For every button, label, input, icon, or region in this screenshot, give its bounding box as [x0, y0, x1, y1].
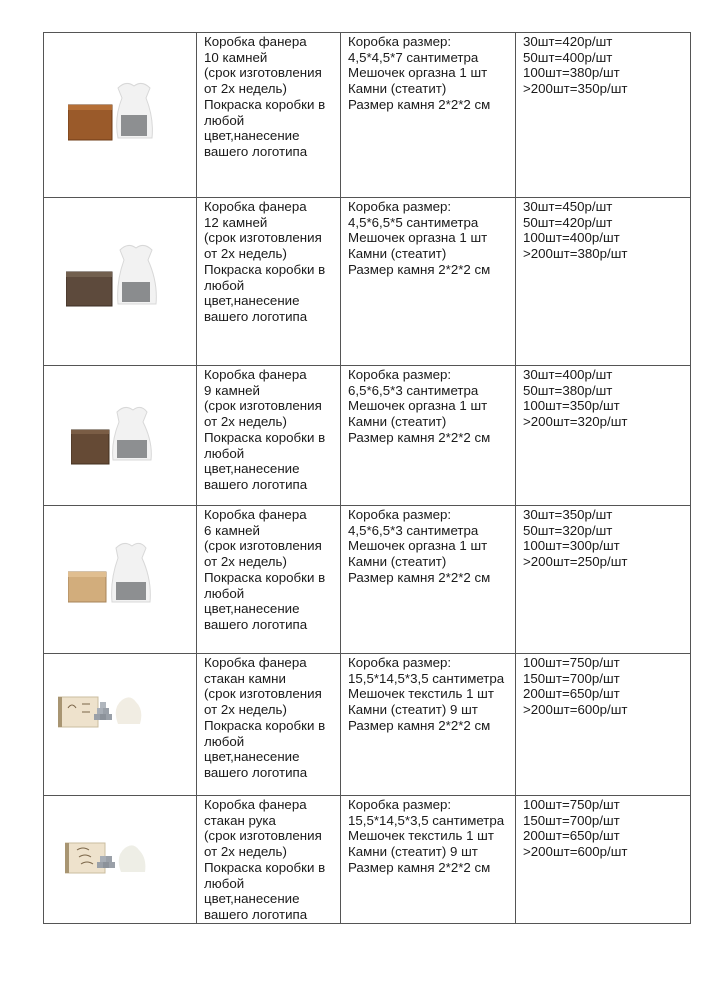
- spec-line: Камни (стеатит): [348, 554, 447, 570]
- price-cell: [516, 506, 691, 654]
- spec-line: 15,5*14,5*3,5 сантиметра: [348, 670, 505, 686]
- name-line: (срок изготовления: [204, 538, 322, 554]
- price-tier: 50шт=420р/шт: [523, 214, 613, 230]
- name-line: от 2х недель): [204, 554, 287, 570]
- price-tier: >200шт=320р/шт: [523, 414, 628, 430]
- name-line: любой: [204, 585, 245, 601]
- name-line: от 2х недель): [204, 844, 287, 860]
- name-line: Коробка фанера: [204, 367, 307, 382]
- price-tier: 200шт=650р/шт: [523, 686, 620, 702]
- price-cell: [516, 366, 691, 506]
- product-name-cell: [197, 506, 341, 654]
- name-line: 9 камней: [204, 382, 260, 398]
- price-tier: 30шт=400р/шт: [523, 367, 613, 382]
- price-tier: 100шт=350р/шт: [523, 398, 620, 414]
- name-line: вашего логотипа: [204, 308, 308, 324]
- table-row: [44, 506, 691, 654]
- product-image-cell: [44, 654, 197, 796]
- name-line: от 2х недель): [204, 246, 287, 262]
- table-row: [44, 198, 691, 366]
- product-image: [44, 796, 196, 923]
- name-line: вашего логотипа: [204, 616, 308, 632]
- spec-line: Размер камня 2*2*2 см: [348, 859, 491, 875]
- product-image: [44, 366, 196, 505]
- name-line: Покраска коробки в: [204, 261, 326, 277]
- name-line: цвет,нанесение: [204, 128, 300, 144]
- name-line: Покраска коробки в: [204, 429, 326, 445]
- product-image: [44, 33, 196, 197]
- spec-line: Размер камня 2*2*2 см: [348, 429, 491, 445]
- product-image: [44, 198, 196, 365]
- name-line: цвет,нанесение: [204, 601, 300, 617]
- table-row: [44, 654, 691, 796]
- name-line: вашего логотипа: [204, 143, 308, 159]
- spec-line: Мешочек оргазна 1 шт: [348, 65, 488, 81]
- price-tier: >200шт=250р/шт: [523, 554, 628, 570]
- dark-wooden-box-image: [66, 242, 161, 312]
- spec-line: Размер камня 2*2*2 см: [348, 569, 491, 585]
- price-tier: >200шт=350р/шт: [523, 81, 628, 97]
- spec-line: 4,5*6,5*3 сантиметра: [348, 522, 479, 538]
- name-line: Покраска коробки в: [204, 717, 326, 733]
- name-line: цвет,нанесение: [204, 891, 300, 907]
- product-image-cell: [44, 796, 197, 924]
- price-tier: >200шт=380р/шт: [523, 246, 628, 262]
- wooden-box-image: [68, 80, 158, 148]
- spec-line: Коробка размер:: [348, 367, 452, 382]
- spec-line: Коробка размер:: [348, 507, 452, 522]
- price-tier: 50шт=380р/шт: [523, 382, 613, 398]
- name-line: любой: [204, 875, 245, 891]
- name-line: 12 камней: [204, 214, 268, 230]
- product-image-cell: [44, 506, 197, 654]
- price-tier: >200шт=600р/шт: [523, 844, 628, 860]
- spec-line: 4,5*6,5*5 сантиметра: [348, 214, 479, 230]
- price-cell: [516, 33, 691, 198]
- price-tier: 30шт=350р/шт: [523, 507, 613, 522]
- name-line: Покраска коробки в: [204, 96, 326, 112]
- product-image: [44, 654, 196, 795]
- price-table: [43, 32, 691, 924]
- spec-line: 15,5*14,5*3,5 сантиметра: [348, 812, 505, 828]
- price-tier: >200шт=600р/шт: [523, 702, 628, 718]
- spec-line: Камни (стеатит): [348, 81, 447, 97]
- name-line: от 2х недель): [204, 702, 287, 718]
- product-image-cell: [44, 366, 197, 506]
- spec-line: Мешочек оргазна 1 шт: [348, 230, 488, 246]
- name-line: стакан рука: [204, 812, 276, 828]
- table-row: [44, 33, 691, 198]
- product-name-cell: [197, 33, 341, 198]
- price-tier: 100шт=400р/шт: [523, 230, 620, 246]
- product-image-cell: [44, 33, 197, 198]
- spec-line: Камни (стеатит): [348, 246, 447, 262]
- name-line: цвет,нанесение: [204, 293, 300, 309]
- price-tier: 200шт=650р/шт: [523, 828, 620, 844]
- name-line: от 2х недель): [204, 414, 287, 430]
- name-line: от 2х недель): [204, 81, 287, 97]
- name-line: вашего логотипа: [204, 476, 308, 492]
- name-line: Коробка фанера: [204, 655, 307, 670]
- price-tier: 30шт=450р/шт: [523, 199, 613, 214]
- spec-line: Коробка размер:: [348, 655, 452, 670]
- name-line: Покраска коробки в: [204, 859, 326, 875]
- spec-line: Коробка размер:: [348, 199, 452, 214]
- table-row: [44, 796, 691, 924]
- product-name-cell: [197, 654, 341, 796]
- spec-line: Мешочек оргазна 1 шт: [348, 398, 488, 414]
- spec-line: 4,5*4,5*7 сантиметра: [348, 49, 479, 65]
- spec-line: 6,5*6,5*3 сантиметра: [348, 382, 479, 398]
- price-tier: 100шт=300р/шт: [523, 538, 620, 554]
- light-wooden-box-image: [68, 540, 158, 606]
- brown-wooden-box-image: [71, 404, 156, 466]
- name-line: цвет,нанесение: [204, 461, 300, 477]
- name-line: (срок изготовления: [204, 230, 322, 246]
- product-name-cell: [197, 796, 341, 924]
- spec-line: Мешочек оргазна 1 шт: [348, 538, 488, 554]
- price-cell: [516, 654, 691, 796]
- product-spec-cell: [341, 796, 516, 924]
- price-tier: 30шт=420р/шт: [523, 34, 613, 49]
- price-cell: [516, 198, 691, 366]
- spec-line: Размер камня 2*2*2 см: [348, 261, 491, 277]
- name-line: (срок изготовления: [204, 828, 322, 844]
- product-spec-cell: [341, 33, 516, 198]
- name-line: вашего логотипа: [204, 764, 308, 780]
- flat-box-glass-stones-image: [58, 694, 148, 730]
- product-spec-cell: [341, 366, 516, 506]
- product-spec-cell: [341, 198, 516, 366]
- product-image: [44, 506, 196, 653]
- name-line: Покраска коробки в: [204, 569, 326, 585]
- price-tier: 150шт=700р/шт: [523, 812, 620, 828]
- product-name-cell: [197, 198, 341, 366]
- name-line: (срок изготовления: [204, 65, 322, 81]
- spec-line: Размер камня 2*2*2 см: [348, 717, 491, 733]
- name-line: любой: [204, 112, 245, 128]
- name-line: Коробка фанера: [204, 507, 307, 522]
- name-line: любой: [204, 733, 245, 749]
- name-line: стакан камни: [204, 670, 286, 686]
- name-line: 6 камней: [204, 522, 260, 538]
- spec-line: Камни (стеатит) 9 шт: [348, 844, 478, 860]
- product-image-cell: [44, 198, 197, 366]
- table-row: [44, 366, 691, 506]
- price-tier: 150шт=700р/шт: [523, 670, 620, 686]
- name-line: (срок изготовления: [204, 686, 322, 702]
- name-line: (срок изготовления: [204, 398, 322, 414]
- spec-line: Камни (стеатит) 9 шт: [348, 702, 478, 718]
- name-line: вашего логотипа: [204, 906, 308, 922]
- name-line: любой: [204, 277, 245, 293]
- price-cell: [516, 796, 691, 924]
- product-name-cell: [197, 366, 341, 506]
- spec-line: Коробка размер:: [348, 797, 452, 812]
- name-line: любой: [204, 445, 245, 461]
- name-line: Коробка фанера: [204, 34, 307, 49]
- price-tier: 100шт=750р/шт: [523, 797, 620, 812]
- spec-line: Коробка размер:: [348, 34, 452, 49]
- price-tier: 50шт=320р/шт: [523, 522, 613, 538]
- price-tier: 50шт=400р/шт: [523, 49, 613, 65]
- name-line: Коробка фанера: [204, 199, 307, 214]
- spec-line: Мешочек текстиль 1 шт: [348, 686, 494, 702]
- name-line: Коробка фанера: [204, 797, 307, 812]
- product-spec-cell: [341, 506, 516, 654]
- spec-line: Камни (стеатит): [348, 414, 447, 430]
- spec-line: Размер камня 2*2*2 см: [348, 96, 491, 112]
- price-tier: 100шт=750р/шт: [523, 655, 620, 670]
- name-line: 10 камней: [204, 49, 268, 65]
- product-spec-cell: [341, 654, 516, 796]
- name-line: цвет,нанесение: [204, 749, 300, 765]
- price-tier: 100шт=380р/шт: [523, 65, 620, 81]
- spec-line: Мешочек текстиль 1 шт: [348, 828, 494, 844]
- flat-box-glass-hand-image: [65, 840, 155, 876]
